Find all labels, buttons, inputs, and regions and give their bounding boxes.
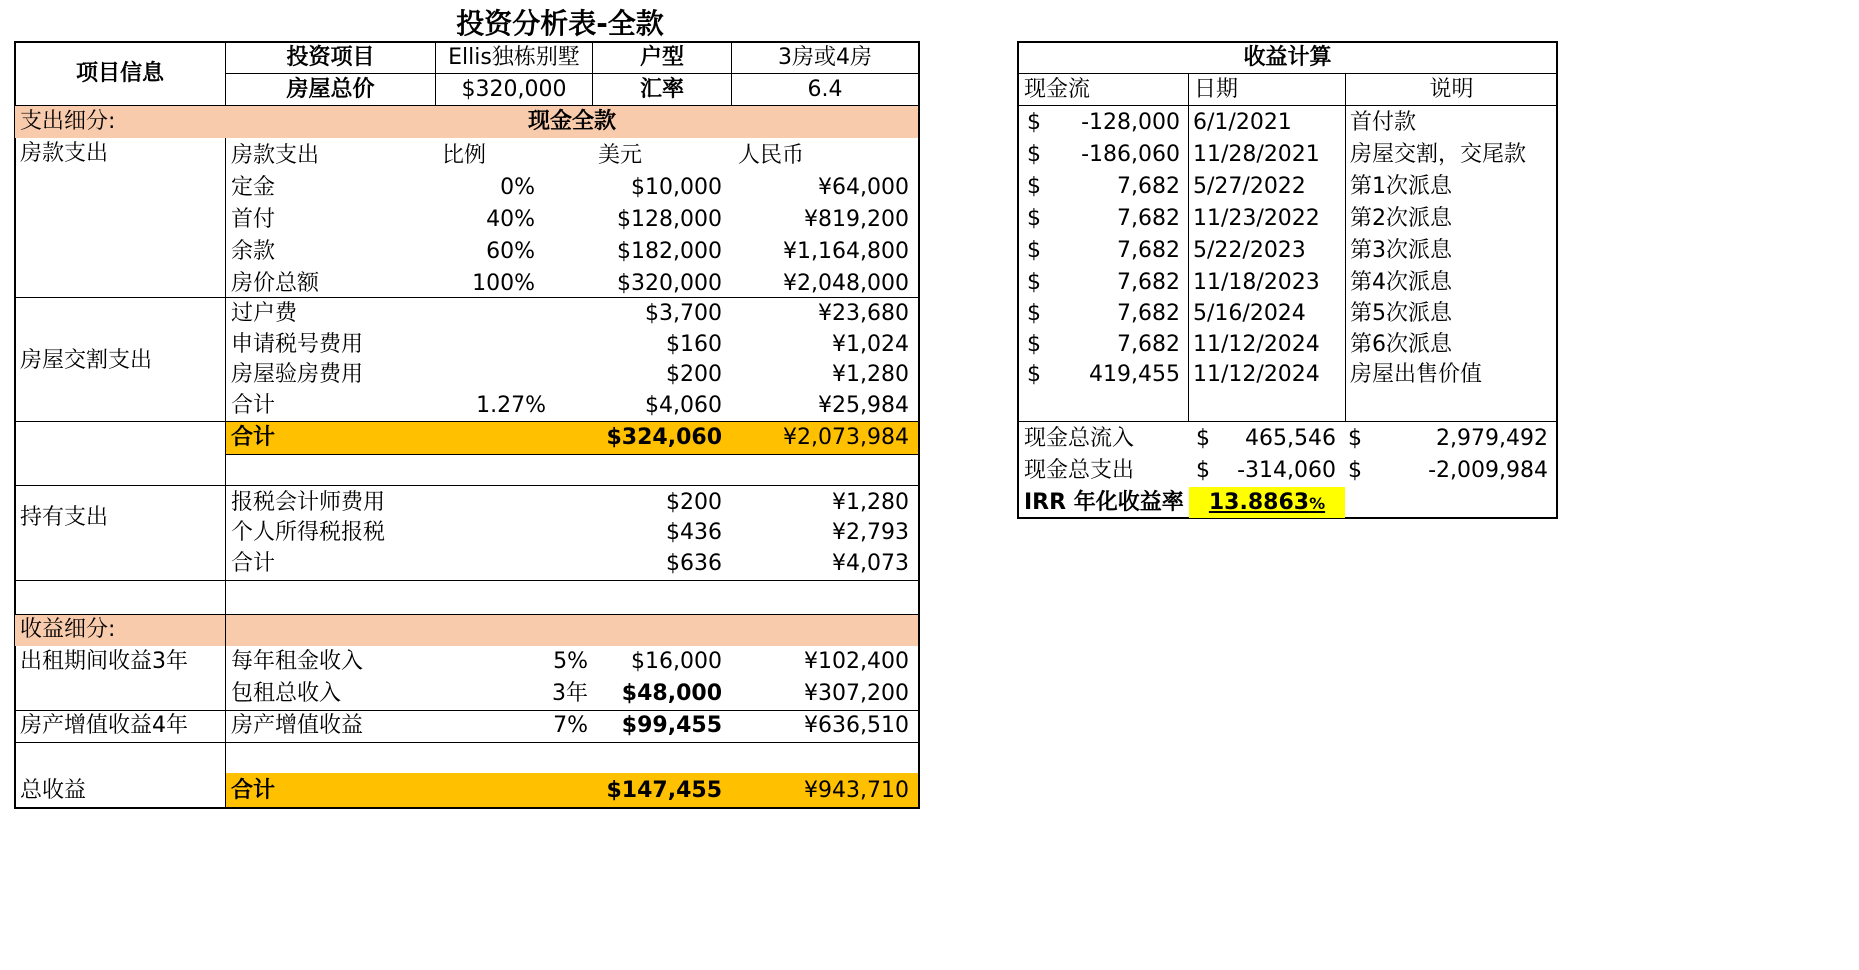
currency-symbol: $ xyxy=(1027,238,1041,263)
col-note-header: 说明 xyxy=(1429,77,1474,102)
row-item: 合计 xyxy=(231,425,276,450)
irr-unit: % xyxy=(1309,494,1326,513)
row-rmb: ¥1,280 xyxy=(832,490,909,515)
row-item: 房产增值收益 xyxy=(231,713,364,738)
currency-symbol: $ xyxy=(1027,206,1041,231)
row-rmb: ¥4,073 xyxy=(832,551,909,576)
cashflow-amount: 7,682 xyxy=(1117,270,1180,295)
col-ratio-header: 比例 xyxy=(442,143,487,168)
cashflow-date: 11/18/2023 xyxy=(1193,270,1320,295)
row-usd: $320,000 xyxy=(617,271,722,296)
row-usd: $160 xyxy=(666,332,722,357)
row-usd: $436 xyxy=(666,520,722,545)
cashflow-amount: 7,682 xyxy=(1117,206,1180,231)
appreciation-section-label: 房产增值收益4年 xyxy=(20,713,188,738)
row-rmb: ¥1,024 xyxy=(832,332,909,357)
row-rmb: ¥943,710 xyxy=(804,778,909,803)
type-value: 3房或4房 xyxy=(778,45,872,70)
col-rmb-header: 人民币 xyxy=(738,143,805,168)
cashflow-date: 5/16/2024 xyxy=(1193,301,1306,326)
cashflow-date: 5/22/2023 xyxy=(1193,238,1306,263)
cashflow-note: 第3次派息 xyxy=(1350,238,1452,263)
irr-value xyxy=(1189,487,1345,520)
row-usd: $147,455 xyxy=(606,778,722,803)
row-rmb: ¥1,280 xyxy=(832,362,909,387)
currency-symbol: $ xyxy=(1348,426,1362,451)
row-rmb: ¥307,200 xyxy=(804,681,909,706)
row-item: 包租总收入 xyxy=(231,681,342,706)
row-ratio: 60% xyxy=(486,239,535,264)
inflow-label: 现金总流入 xyxy=(1024,426,1135,451)
rate-label: 汇率 xyxy=(639,77,684,102)
row-rmb: ¥2,793 xyxy=(832,520,909,545)
outflow-amount: -314,060 xyxy=(1237,458,1336,483)
row-rmb: ¥23,680 xyxy=(818,301,909,326)
row-ratio: 3年 xyxy=(552,681,588,706)
row-usd: $4,060 xyxy=(645,393,722,418)
purchase-section-label: 房款支出 xyxy=(20,141,109,166)
cashflow-date: 5/27/2022 xyxy=(1193,174,1306,199)
row-ratio: 40% xyxy=(486,207,535,232)
project-label: 投资项目 xyxy=(286,45,375,70)
cashflow-amount: 419,455 xyxy=(1089,362,1180,387)
expense-header: 支出细分: xyxy=(20,109,116,134)
col-item-header: 房款支出 xyxy=(231,143,320,168)
cashflow-note: 房屋出售价值 xyxy=(1350,362,1483,387)
cashflow-amount: 7,682 xyxy=(1117,332,1180,357)
row-ratio: 100% xyxy=(472,271,535,296)
row-item: 余款 xyxy=(231,239,276,264)
outflow-rmb: -2,009,984 xyxy=(1428,458,1548,483)
row-usd: $200 xyxy=(666,362,722,387)
rate-value: 6.4 xyxy=(807,77,843,102)
row-item: 合计 xyxy=(231,778,276,803)
row-rmb: ¥25,984 xyxy=(818,393,909,418)
cashflow-date: 11/12/2024 xyxy=(1193,332,1320,357)
total-income-label: 总收益 xyxy=(20,778,87,803)
outflow-label: 现金总支出 xyxy=(1024,458,1135,483)
currency-symbol: $ xyxy=(1027,301,1041,326)
inflow-amount: 465,546 xyxy=(1245,426,1336,451)
row-item: 每年租金收入 xyxy=(231,649,364,674)
cashflow-amount: -186,060 xyxy=(1081,142,1180,167)
row-rmb: ¥636,510 xyxy=(804,713,909,738)
cashflow-amount: 7,682 xyxy=(1117,238,1180,263)
currency-symbol: $ xyxy=(1027,142,1041,167)
col-cash-header: 现金流 xyxy=(1024,77,1091,102)
currency-symbol: $ xyxy=(1196,426,1210,451)
row-usd: $99,455 xyxy=(621,713,722,738)
irr-number: 13.8863 xyxy=(1208,490,1310,515)
cashflow-date: 11/28/2021 xyxy=(1193,142,1320,167)
row-rmb: ¥2,048,000 xyxy=(783,271,909,296)
cashflow-amount: -128,000 xyxy=(1081,110,1180,135)
row-usd: $10,000 xyxy=(631,175,722,200)
row-usd: $128,000 xyxy=(617,207,722,232)
cashflow-date: 6/1/2021 xyxy=(1193,110,1292,135)
currency-symbol: $ xyxy=(1027,110,1041,135)
project-info-label: 项目信息 xyxy=(75,61,164,86)
page-title: 投资分析表-全款 xyxy=(456,7,664,40)
type-label: 户型 xyxy=(639,45,684,70)
row-rmb: ¥102,400 xyxy=(804,649,909,674)
cashflow-note: 第6次派息 xyxy=(1350,332,1452,357)
row-item: 报税会计师费用 xyxy=(231,490,386,515)
currency-symbol: $ xyxy=(1027,332,1041,357)
cashflow-note: 首付款 xyxy=(1350,110,1417,135)
row-usd: $636 xyxy=(666,551,722,576)
row-item: 合计 xyxy=(231,551,276,576)
row-usd: $48,000 xyxy=(621,681,722,706)
row-ratio: 5% xyxy=(553,649,588,674)
cashflow-note: 第2次派息 xyxy=(1350,206,1452,231)
cashflow-note: 第1次派息 xyxy=(1350,174,1452,199)
cashflow-date: 11/12/2024 xyxy=(1193,362,1320,387)
cashflow-amount: 7,682 xyxy=(1117,301,1180,326)
row-item: 首付 xyxy=(231,207,276,232)
row-rmb: ¥64,000 xyxy=(818,175,909,200)
currency-symbol: $ xyxy=(1027,174,1041,199)
row-usd: $182,000 xyxy=(617,239,722,264)
cashflow-note: 第5次派息 xyxy=(1350,301,1452,326)
cashflow-date: 11/23/2022 xyxy=(1193,206,1320,231)
currency-symbol: $ xyxy=(1196,458,1210,483)
row-usd: $3,700 xyxy=(645,301,722,326)
price-value: $320,000 xyxy=(461,77,567,102)
cashflow-note: 第4次派息 xyxy=(1350,270,1452,295)
row-item: 申请税号费用 xyxy=(231,332,364,357)
cashflow-note: 房屋交割，交尾款 xyxy=(1350,142,1527,167)
row-rmb: ¥819,200 xyxy=(804,207,909,232)
row-item: 合计 xyxy=(231,393,276,418)
currency-symbol: $ xyxy=(1027,362,1041,387)
income-header-bg xyxy=(15,614,918,646)
cashflow-amount: 7,682 xyxy=(1117,174,1180,199)
return-calc-title: 收益计算 xyxy=(1243,45,1332,70)
closing-section-label: 房屋交割支出 xyxy=(20,348,153,373)
row-usd: $200 xyxy=(666,490,722,515)
row-item: 房价总额 xyxy=(231,271,320,296)
irr-label: IRR 年化收益率 xyxy=(1024,490,1184,515)
row-usd: $16,000 xyxy=(631,649,722,674)
row-item: 过户费 xyxy=(231,301,298,326)
row-rmb: ¥2,073,984 xyxy=(783,425,909,450)
row-item: 个人所得税报税 xyxy=(231,520,386,545)
col-date-header: 日期 xyxy=(1194,77,1239,102)
rental-section-label: 出租期间收益3年 xyxy=(20,649,188,674)
currency-symbol: $ xyxy=(1027,270,1041,295)
row-usd: $324,060 xyxy=(606,425,722,450)
inflow-rmb: 2,979,492 xyxy=(1436,426,1548,451)
row-item: 房屋验房费用 xyxy=(231,362,364,387)
row-rmb: ¥1,164,800 xyxy=(783,239,909,264)
row-item: 定金 xyxy=(231,175,276,200)
project-value: Ellis独栋别墅 xyxy=(448,45,580,70)
row-ratio: 0% xyxy=(500,175,535,200)
currency-symbol: $ xyxy=(1348,458,1362,483)
row-ratio: 1.27% xyxy=(476,393,546,418)
col-usd-header: 美元 xyxy=(598,143,643,168)
income-header: 收益细分: xyxy=(20,617,116,642)
holding-section-label: 持有支出 xyxy=(20,505,109,530)
cash-full-label: 现金全款 xyxy=(527,109,616,134)
row-ratio: 7% xyxy=(553,713,588,738)
price-label: 房屋总价 xyxy=(286,77,375,102)
